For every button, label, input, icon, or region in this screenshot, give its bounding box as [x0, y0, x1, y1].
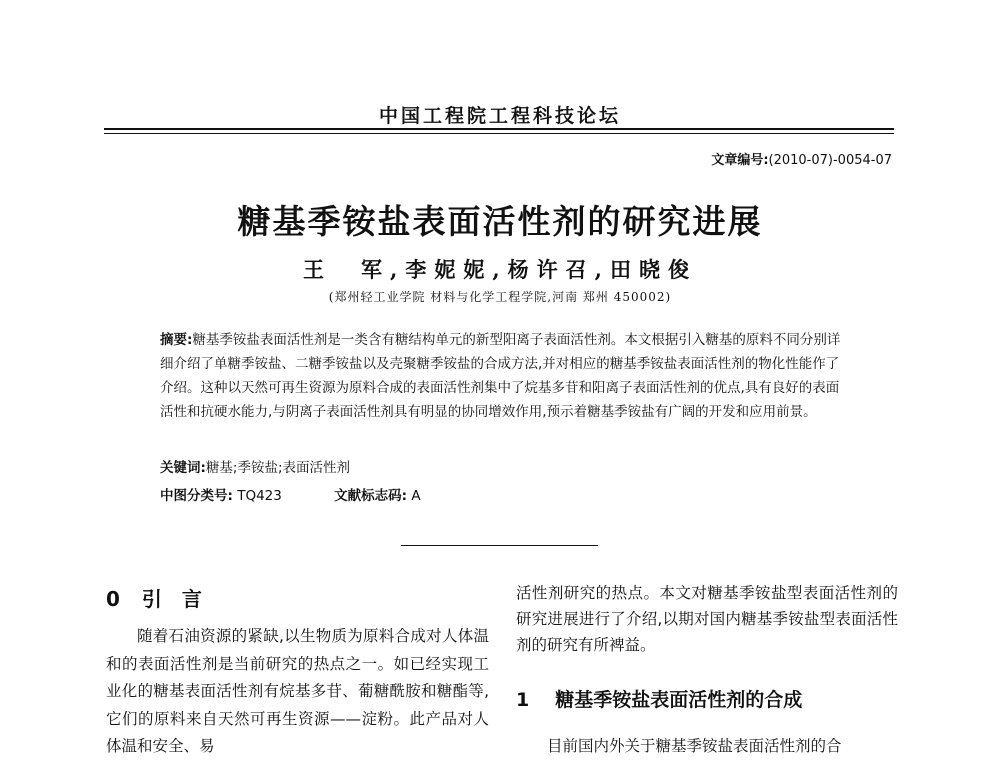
section-0-number: 0	[106, 587, 120, 611]
header-rule-thick	[104, 128, 894, 130]
paper-title: 糖基季铵盐表面活性剂的研究进展	[237, 202, 763, 241]
header-rule-thin	[104, 133, 894, 134]
abstract-label: 摘要:	[160, 332, 193, 348]
right-column-paragraph: 活性剂研究的热点。本文对糖基季铵盐型表面活性剂的研究进展进行了介绍,以期对国内糖基季铵盐型表面活性剂的研究有所裨益。	[516, 584, 898, 654]
right-column	[516, 580, 898, 658]
section-1-number: 1	[516, 689, 530, 711]
paper-authors: 王 军,李妮妮,杨许召,田晓俊	[303, 257, 697, 282]
classification-line	[160, 484, 421, 504]
abstract-text: 糖基季铵盐表面活性剂是一类含有糖结构单元的新型阳离子表面活性剂。本文根据引入糖基的原料不同分别详细介绍了单糖季铵盐、二糖季铵盐以及壳聚糖季铵盐的合成方法,并对相应的糖基季铵盐表面活性剂的物化性能作了介绍。这种以天然可再生资源为原料合成的表面活性剂集中了烷基多苷和阳离子表面活性剂的优点,具有良好的表面活性和抗硬水能力,与阴离子表面活性剂具有明显的协同增效作用,预示着糖基季铵盐有广阔的开发和应用前景。	[160, 332, 841, 420]
doc-code-value: A	[411, 488, 421, 504]
section-1-first-line: 目前国内外关于糖基季铵盐表面活性剂的合	[547, 737, 842, 755]
section-1-heading	[516, 685, 802, 712]
clc-label: 中图分类号:	[160, 488, 233, 504]
section-0-heading	[106, 583, 222, 612]
abstract-block	[160, 328, 842, 424]
abstract-separator	[401, 545, 598, 546]
keywords-label: 关键词:	[160, 460, 206, 476]
section-0-title: 引言	[141, 587, 222, 611]
keywords-line	[160, 456, 350, 476]
article-number-label: 文章编号:	[711, 153, 769, 168]
section-1-title: 糖基季铵盐表面活性剂的合成	[555, 689, 803, 711]
section-0-paragraph: 随着石油资源的紧缺,以生物质为原料合成对人体温和的表面活性剂是当前研究的热点之一。如已经实现工业化的糖基表面活性剂有烷基多苷、葡糖酰胺和糖酯等,它们的原料来自天然可再生资源——淀粉。此产品对人体温和安全、易	[106, 627, 489, 755]
journal-header: 中国工程院工程科技论坛	[378, 105, 621, 127]
doc-code-label: 文献标志码:	[334, 488, 408, 504]
keywords-text: 糖基;季铵盐;表面活性剂	[205, 460, 351, 476]
article-number	[711, 149, 892, 168]
left-column	[106, 623, 489, 761]
article-number-value: (2010-07)-0054-07	[768, 153, 892, 168]
paper-affiliation: (郑州轻工业学院 材料与化学工程学院,河南 郑州 450002)	[328, 290, 672, 304]
clc-value: TQ423	[237, 488, 282, 504]
